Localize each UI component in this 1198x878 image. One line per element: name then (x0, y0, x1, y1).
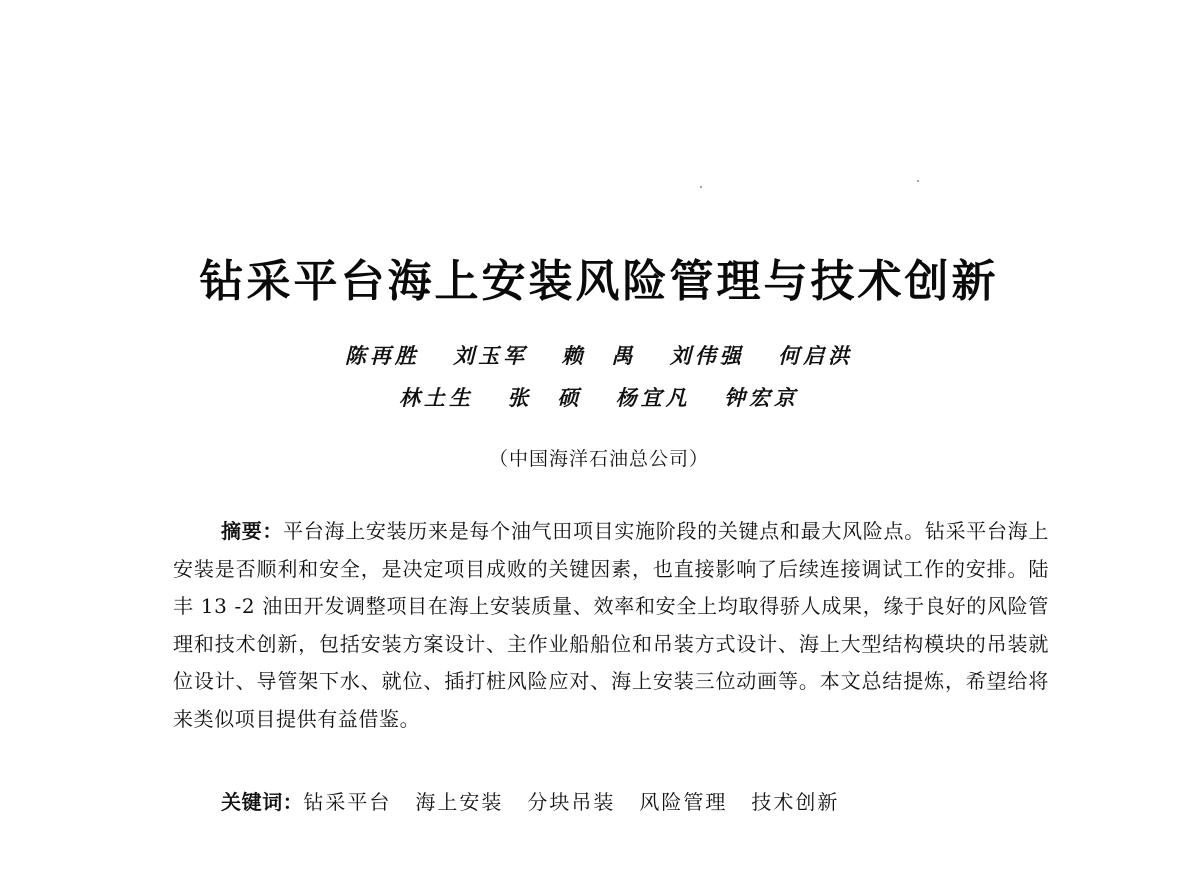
author-list-row-2 (0, 383, 1198, 413)
author-name: 刘伟强 (669, 343, 745, 368)
keyword-item: 技术创新 (751, 790, 840, 814)
keywords-line (221, 786, 863, 818)
keyword-item: 风险管理 (639, 790, 728, 814)
abstract-text: 平台海上安装历来是每个油气田项目实施阶段的关键点和最大风险点。钻采平台海上安装是否顺利和安全，是决定项目成败的关键因素，也直接影响了后续连接调试工作的安排。陆丰 13 -2 油田开发调整项目在海上安装质量、效率和安全上均取得骄人成果，缘于良好的风险管理和技术创新，包括安装方案设计、主作业船船位和吊装方式设计、海上大型结构模块的吊装就位设计、导管架下水、就位、插打桩风险应对、海上安装三位动画等。本文总结提炼，希望给将来类似项目提供有益借鉴。 (173, 519, 1049, 731)
author-name: 赖 禺 (561, 343, 637, 368)
author-name: 何启洪 (778, 343, 854, 368)
keyword-item: 钻采平台 (303, 790, 392, 814)
author-list-row-1 (0, 341, 1198, 371)
author-name: 陈再胜 (344, 343, 420, 368)
author-name: 杨宜凡 (615, 385, 691, 410)
author-name: 张 硕 (507, 385, 583, 410)
scan-speck (700, 186, 702, 188)
keyword-item: 分块吊装 (527, 790, 616, 814)
keywords-label: 关键词： (221, 790, 304, 814)
author-affiliation: （中国海洋石油总公司） (488, 448, 709, 470)
author-name: 刘玉军 (453, 343, 529, 368)
keyword-item: 海上安装 (415, 790, 504, 814)
author-name: 钟宏京 (723, 385, 799, 410)
abstract-paragraph (173, 513, 1049, 738)
abstract-label: 摘要： (221, 519, 284, 543)
paper-title: 钻采平台海上安装风险管理与技术创新 (199, 256, 999, 307)
scan-speck (917, 180, 919, 182)
author-name: 林土生 (399, 385, 475, 410)
